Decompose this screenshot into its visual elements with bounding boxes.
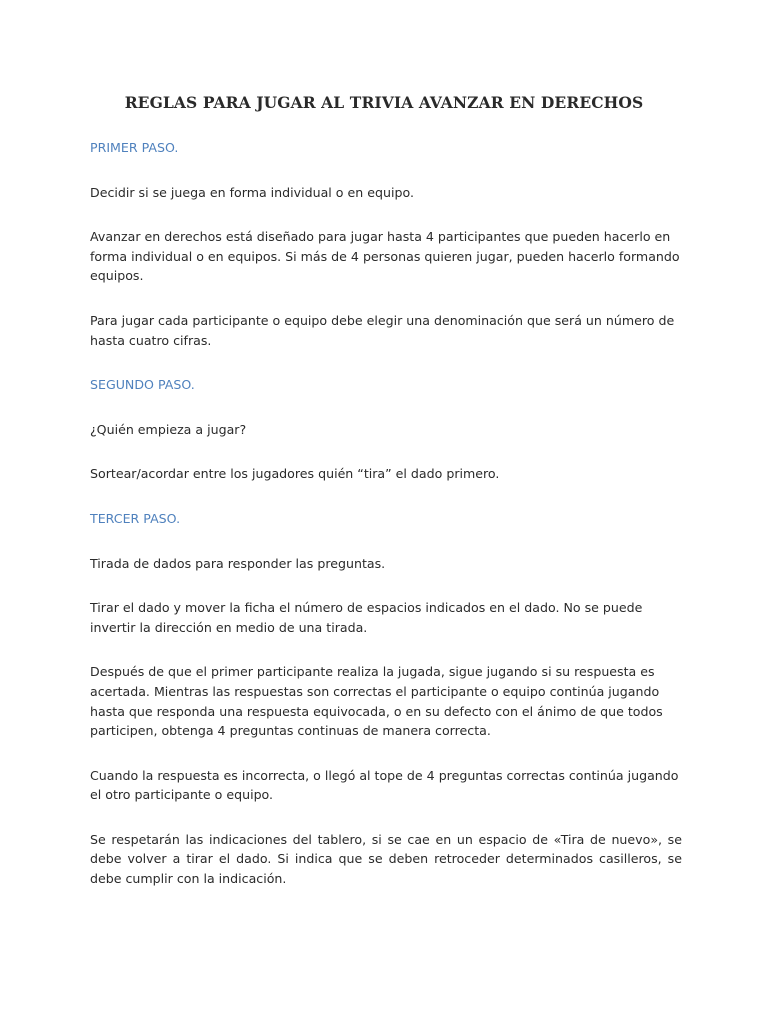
step3-heading: TERCER PASO. xyxy=(90,510,181,526)
step3-paragraph-5: Se respetarán las indicaciones del tablero, si se cae en un espacio de «Tira de nuevo», se debe volver a tirar el dado. Si indica que se deben retroceder determinados casilleros, se debe cumplir con la indicación. xyxy=(90,831,682,887)
step2-paragraph-1: ¿Quién empieza a jugar? xyxy=(90,421,247,437)
step3-paragraph-3: Después de que el primer participante realiza la jugada, sigue jugando si su respuesta es acertada. Mientras las respuestas son correctas el participante o equipo continúa jugando hasta que responda una respuesta equivocada, o en su defecto con el ánimo de que todos participen, obtenga 4 preguntas continuas de manera correcta. xyxy=(90,664,663,739)
step1-paragraph-1: Decidir si se juega en forma individual o en equipo. xyxy=(90,184,414,200)
step2-heading: SEGUNDO PASO. xyxy=(90,377,195,393)
step3-paragraph-1: Tirada de dados para responder las preguntas. xyxy=(90,555,386,571)
step3-paragraph-4: Cuando la respuesta es incorrecta, o llegó al tope de 4 preguntas correctas continúa jugando el otro participante o equipo. xyxy=(90,767,679,803)
document-body xyxy=(90,138,682,914)
document-title: REGLAS PARA JUGAR AL TRIVIA AVANZAR EN DERECHOS xyxy=(124,93,644,112)
step2-paragraph-2: Sortear/acordar entre los jugadores quién “tira” el dado primero. xyxy=(90,466,500,482)
step1-heading: PRIMER PASO. xyxy=(90,140,179,155)
step1-paragraph-2: Avanzar en derechos está diseñado para jugar hasta 4 participantes que pueden hacerlo en forma individual o en equipos. Si más de 4 personas quieren jugar, pueden hacerlo formando equipos. xyxy=(90,229,680,284)
step1-paragraph-3: Para jugar cada participante o equipo debe elegir una denominación que será un número de hasta cuatro cifras. xyxy=(90,312,675,348)
step3-paragraph-2: Tirar el dado y mover la ficha el número de espacios indicados en el dado. No se puede invertir la dirección en medio de una tirada. xyxy=(90,600,643,635)
